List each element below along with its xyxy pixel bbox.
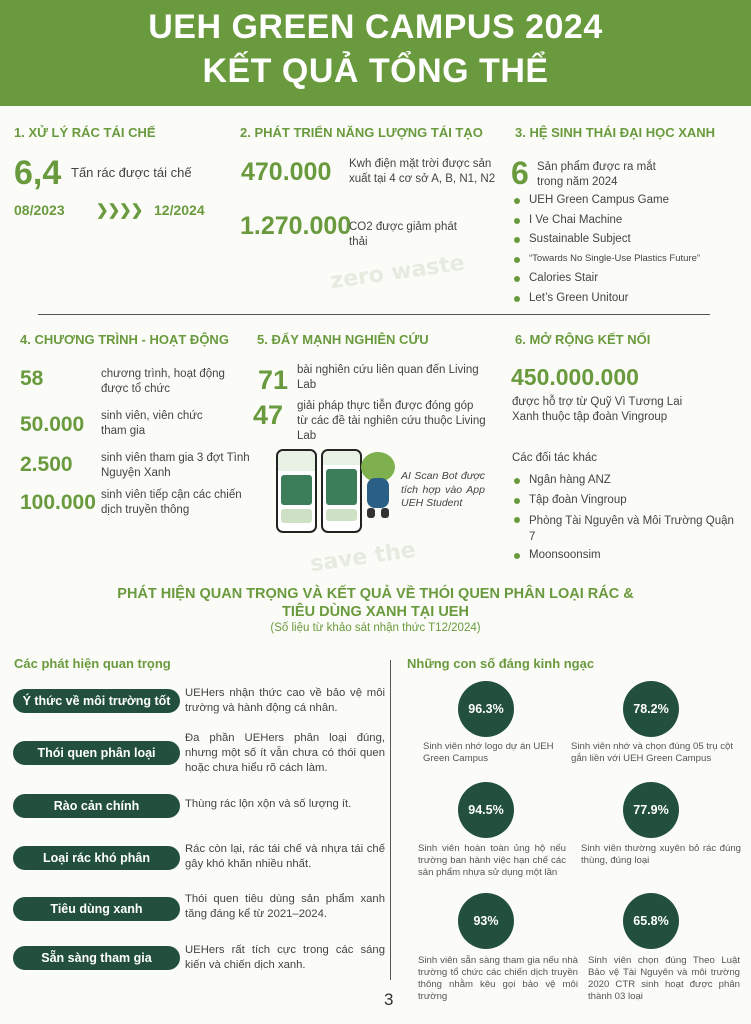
stat-text: Sinh viên sẵn sàng tham gia nếu nhà trường tổ chức các chiến dịch truyền thông nhằm kêu gọi bảo vệ môi trường: [418, 955, 578, 1002]
s4-value: 100.000: [20, 491, 96, 514]
amazing-numbers-heading: Những con số đáng kinh ngạc: [407, 656, 595, 671]
page-number: 3: [384, 990, 394, 1009]
s6-partners-label: Các đối tác khác: [512, 452, 598, 464]
s3-label: Sản phẩm được ra mắt trong năm 2024: [537, 161, 656, 188]
finding-text: Thùng rác lộn xộn và số lượng ít.: [185, 798, 352, 810]
page-header: [0, 0, 751, 106]
s4-label: chương trình, hoạt động được tổ chức: [101, 368, 225, 395]
list-item: Tập đoàn Vingroup: [512, 494, 742, 514]
s6-partner-list: [512, 474, 742, 569]
stat-text: Sinh viên thường xuyên bỏ rác đúng thùng, đúng loại: [581, 843, 741, 866]
mascot-icon: [359, 452, 397, 522]
background-doodle: save the: [308, 537, 418, 578]
finding-pill: Thói quen phân loại: [13, 741, 180, 765]
section-1-title: 1. XỬ LÝ RÁC TÁI CHẾ: [14, 125, 156, 140]
list-item: Phòng Tài Nguyên và Môi Trường Quận 7: [512, 513, 742, 549]
s1-value: 6,4: [14, 154, 62, 192]
s1-to: 12/2024: [154, 202, 205, 218]
s3-value: 6: [511, 155, 529, 191]
arrow-icons: ❯❯❯❯: [96, 202, 143, 219]
finding-pill: Sẵn sàng tham gia: [13, 946, 180, 970]
column-divider: [390, 660, 391, 980]
list-item: Sustainable Subject: [512, 233, 748, 253]
s3-product-list: [512, 194, 748, 311]
s1-from: 08/2023: [14, 202, 65, 218]
finding-pill: Ý thức về môi trường tốt: [13, 689, 180, 713]
findings-subtitle: (Số liệu từ khảo sát nhận thức T12/2024): [270, 622, 481, 634]
section-6-title: 6. MỞ RỘNG KẾT NỐI: [515, 332, 651, 347]
section-3-title: 3. HỆ SINH THÁI ĐẠI HỌC XANH: [515, 125, 716, 140]
finding-text: UEHers rất tích cực trong các sáng kiến và chiến dịch xanh.: [185, 944, 385, 971]
stat-text: Sinh viên nhớ và chọn đúng 05 trụ cột gắn liền với UEH Green Campus: [571, 741, 734, 764]
s1-label: Tấn rác được tái chế: [71, 165, 192, 180]
s2-value-1: 470.000: [241, 158, 332, 186]
list-item: I Ve Chai Machine: [512, 214, 748, 234]
s5-caption: AI Scan Bot được tích hợp vào App UEH Student: [401, 470, 485, 509]
section-divider: [38, 314, 710, 315]
s6-value: 450.000.000: [511, 364, 639, 390]
section-4-title: 4. CHƯƠNG TRÌNH - HOẠT ĐỘNG: [20, 332, 229, 347]
list-item: “Towards No Single-Use Plastics Future”: [512, 253, 748, 273]
finding-pill: Tiêu dùng xanh: [13, 897, 180, 921]
list-item: UEH Green Campus Game: [512, 194, 748, 214]
phone-screenshot: [321, 449, 362, 533]
finding-pill: Rào cản chính: [13, 794, 180, 818]
findings-title-2: TIÊU DÙNG XANH TẠI UEH: [282, 604, 469, 620]
section-2-title: 2. PHÁT TRIỂN NĂNG LƯỢNG TÁI TẠO: [240, 125, 483, 140]
s2-label-2: CO2 được giảm phát thải: [349, 221, 457, 248]
s4-value: 50.000: [20, 413, 85, 436]
s5-value-1: 71: [258, 365, 289, 395]
section-5-title: 5. ĐẨY MẠNH NGHIÊN CỨU: [257, 332, 429, 347]
s2-label-1: Kwh điện mặt trời được sản xuất tại 4 cơ sở A, B, N1, N2: [349, 158, 496, 185]
s4-label: sinh viên tham gia 3 đợt Tình Nguyện Xanh: [101, 452, 250, 479]
list-item: Ngân hàng ANZ: [512, 474, 742, 494]
stat-circle: 65.8%: [623, 893, 679, 949]
finding-pill: Loại rác khó phân: [13, 846, 180, 870]
stat-text: Sinh viên nhớ logo dự án UEH Green Campus: [423, 741, 554, 764]
s6-label: được hỗ trợ từ Quỹ Vì Tương Lai Xanh thuộc tập đoàn Vingroup: [512, 396, 683, 423]
key-findings-heading: Các phát hiện quan trọng: [14, 656, 171, 671]
findings-title-1: PHÁT HIỆN QUAN TRỌNG VÀ KẾT QUẢ VỀ THÓI QUEN PHÂN LOẠI RÁC &: [117, 586, 634, 602]
list-item: Calories Stair: [512, 272, 748, 292]
stat-circle: 93%: [458, 893, 514, 949]
background-doodle: zero waste: [328, 250, 467, 295]
stat-text: Sinh viên hoàn toàn ủng hộ nếu trường ban hành việc hạn chế các sản phẩm nhựa sử dụng một lần: [418, 843, 566, 878]
s5-label-2: giải pháp thực tiễn được đóng góp từ các đề tài nghiên cứu thuộc Living Lab: [297, 400, 486, 442]
finding-text: Đa phần UEHers phân loại đúng, nhưng một số ít vẫn chưa có thói quen hoặc chưa hiểu rõ cách làm.: [185, 732, 385, 774]
header-subtitle: KẾT QUẢ TỔNG THỂ: [202, 52, 549, 90]
finding-text: Rác còn lại, rác tái chế và nhựa tái chế gây khó khăn nhiều nhất.: [185, 843, 385, 870]
finding-text: UEHers nhận thức cao về bảo vệ môi trường và hành động cá nhân.: [185, 687, 385, 714]
s4-label: sinh viên tiếp cận các chiến dịch truyền thông: [101, 489, 242, 516]
stat-text: Sinh viên chọn đúng Theo Luật Bảo vệ Tài Nguyên và môi trường 2020 CTR sinh hoạt được phân thành 03 loại: [588, 955, 740, 1002]
s5-value-2: 47: [253, 400, 284, 430]
s4-value: 2.500: [20, 453, 73, 476]
stat-circle: 77.9%: [623, 782, 679, 838]
finding-text: Thói quen tiêu dùng sản phẩm xanh tăng đáng kể từ 2021–2024.: [185, 893, 385, 920]
stat-circle: 78.2%: [623, 681, 679, 737]
list-item: Let’s Green Unitour: [512, 292, 748, 312]
list-item: Moonsoonsim: [512, 549, 742, 569]
phone-screenshot: [276, 449, 317, 533]
stat-circle: 96.3%: [458, 681, 514, 737]
s4-label: sinh viên, viên chức tham gia: [101, 410, 203, 437]
s5-label-1: bài nghiên cứu liên quan đến Living Lab: [297, 364, 479, 391]
stat-circle: 94.5%: [458, 782, 514, 838]
s4-value: 58: [20, 367, 44, 390]
header-title: UEH GREEN CAMPUS 2024: [148, 8, 603, 46]
s2-value-2: 1.270.000: [240, 212, 352, 240]
